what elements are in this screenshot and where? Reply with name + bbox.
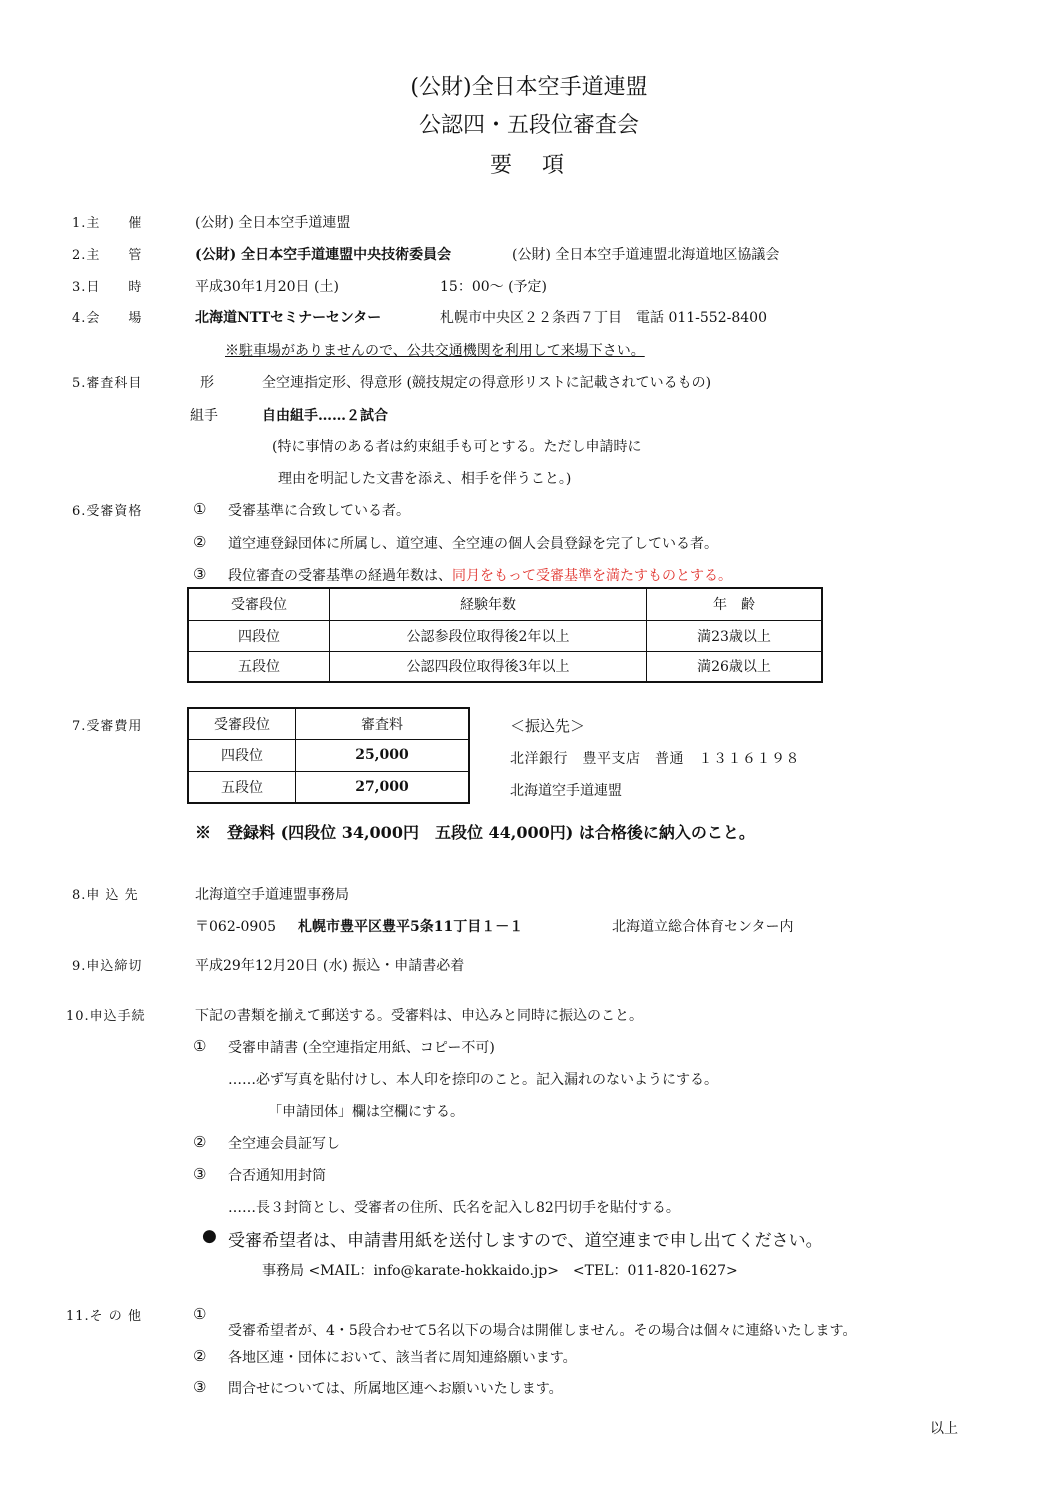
registration-fee-note: ※ 登録料 (四段位 34,000円 五段位 44,000円) は合格後に納入のこと。 xyxy=(195,823,755,842)
deadline-text: 平成29年12月20日 (水) 振込・申請書必着 xyxy=(195,958,465,974)
bank-holder: 北海道空手道連盟 xyxy=(510,783,622,799)
title-line-2: 公認四・五段位審査会 xyxy=(418,113,639,138)
office-contact: 事務局 <MAIL：info@karate-hokkaido.jp> <TEL：011-820-1627> xyxy=(262,1263,738,1279)
item-number: ② xyxy=(193,1347,207,1365)
manager-b: (公財) 全日本空手道連盟北海道地区協議会 xyxy=(512,247,780,263)
parking-note: ※駐車場がありませんので、公共交通機関を利用して来場下さい。 xyxy=(225,343,645,359)
table-cell: 五段位 xyxy=(188,771,296,803)
table-header: 受審段位 xyxy=(188,588,330,620)
section-3-label: 3.日 時 xyxy=(72,280,143,295)
title-line-1: (公財)全日本空手道連盟 xyxy=(410,75,648,100)
item-number: ① xyxy=(193,1305,207,1323)
procedure-item-1: 受審申請書 (全空連指定用紙、コピー不可) xyxy=(228,1040,495,1056)
section-9-label: 9.申込締切 xyxy=(72,959,143,974)
procedure-item-3-sub: ……長３封筒とし、受審者の住所、氏名を記入し82円切手を貼付する。 xyxy=(228,1200,680,1216)
other-item-1: 受審希望者が、4・5段合わせて5名以下の場合は開催しません。その場合は個々に連絡いたします。 xyxy=(228,1323,857,1339)
table-cell: 満23歳以上 xyxy=(647,620,823,651)
organizer-text: (公財) 全日本空手道連盟 xyxy=(195,215,351,231)
kata-text: 全空連指定形、得意形 (競技規定の得意形リストに記載されているもの) xyxy=(262,375,712,391)
kata-label: 形 xyxy=(200,375,214,391)
table-cell: 四段位 xyxy=(188,739,296,771)
kumite-label: 組手 xyxy=(190,408,218,424)
kumite-note-2: 理由を明記した文書を添え、相手を伴うこと。) xyxy=(278,471,572,487)
section-10-label: 10.申込手続 xyxy=(66,1009,146,1024)
qualification-3-text: 段位審査の受審基準の経過年数は、 xyxy=(228,568,452,584)
item-number: ① xyxy=(193,500,207,518)
qualification-3 xyxy=(228,565,732,585)
table-cell: 四段位 xyxy=(188,620,330,651)
table-row xyxy=(188,771,469,803)
event-time: 15：00～ (予定) xyxy=(440,279,548,295)
table-cell: 満26歳以上 xyxy=(647,651,823,682)
section-11-label: 11.そ の 他 xyxy=(66,1309,142,1324)
manager-a: (公財) 全日本空手道連盟中央技術委員会 xyxy=(195,247,452,263)
item-number: ① xyxy=(193,1037,207,1055)
table-row xyxy=(188,620,822,651)
item-number: ③ xyxy=(193,1165,207,1183)
postal-code: 〒062-0905 xyxy=(195,919,277,935)
event-date: 平成30年1月20日 (土) xyxy=(195,279,339,295)
qualification-3-highlight: 同月をもって受審基準を満たすものとする。 xyxy=(452,568,732,584)
table-cell: 27,000 xyxy=(296,771,470,803)
item-number: ③ xyxy=(193,565,207,583)
kumite-text: 自由組手……２試合 xyxy=(262,408,388,424)
kumite-note-1: (特に事情のある者は約束組手も可とする。ただし申請時に xyxy=(272,439,642,455)
item-number: ② xyxy=(193,1133,207,1151)
title-line-3: 要 項 xyxy=(489,153,568,178)
procedure-item-2: 全空連会員証写し xyxy=(228,1136,340,1152)
table-header: 審査料 xyxy=(296,708,470,739)
qualification-1: 受審基準に合致している者。 xyxy=(228,503,410,519)
bank-account: 北洋銀行 豊平支店 普通 １３１６１９８ xyxy=(510,751,800,767)
table-row xyxy=(188,739,469,771)
table-header: 経験年数 xyxy=(330,588,647,620)
section-4-label: 4.会 場 xyxy=(72,311,143,326)
closing-mark: 以上 xyxy=(930,1421,958,1437)
fee-table xyxy=(187,707,470,804)
procedure-item-1-sub-1: ……必ず写真を貼付けし、本人印を捺印のこと。記入漏れのないようにする。 xyxy=(228,1072,718,1088)
bullet-icon: ● xyxy=(202,1226,217,1246)
table-cell: 五段位 xyxy=(188,651,330,682)
other-item-3: 問合せについては、所属地区連へお願いいたします。 xyxy=(228,1381,563,1397)
venue-name: 北海道NTTセミナーセンター xyxy=(195,310,382,326)
table-cell: 25,000 xyxy=(296,739,470,771)
section-8-label: 8.申 込 先 xyxy=(72,888,139,903)
table-row xyxy=(188,651,822,682)
office-name: 北海道空手道連盟事務局 xyxy=(195,887,349,903)
other-item-2: 各地区連・団体において、該当者に周知連絡願います。 xyxy=(228,1350,577,1366)
qualification-2: 道空連登録団体に所属し、道空連、全空連の個人会員登録を完了している者。 xyxy=(228,536,718,552)
item-number: ② xyxy=(193,533,207,551)
section-1-label: 1.主 催 xyxy=(72,216,143,231)
bank-title: ＜振込先＞ xyxy=(510,717,586,735)
procedure-item-1-sub-2: 「申請団体」欄は空欄にする。 xyxy=(268,1104,464,1120)
table-cell: 公認四段位取得後3年以上 xyxy=(330,651,647,682)
venue-address: 札幌市中央区２２条西７丁目 電話 011-552-8400 xyxy=(440,310,767,326)
table-header: 年 齢 xyxy=(647,588,823,620)
section-7-label: 7.受審費用 xyxy=(72,719,143,734)
table-cell: 公認参段位取得後2年以上 xyxy=(330,620,647,651)
office-building: 北海道立総合体育センター内 xyxy=(612,919,794,935)
section-2-label: 2.主 管 xyxy=(72,248,143,263)
office-address: 札幌市豊平区豊平5条11丁目１－１ xyxy=(298,919,524,935)
qualification-table xyxy=(187,587,823,683)
item-number: ③ xyxy=(193,1378,207,1396)
application-notice: 受審希望者は、申請書用紙を送付しますので、道空連まで申し出てください。 xyxy=(228,1231,823,1251)
table-header: 受審段位 xyxy=(188,708,296,739)
section-6-label: 6.受審資格 xyxy=(72,504,143,519)
section-5-label: 5.審査科目 xyxy=(72,376,143,391)
procedure-item-3: 合否通知用封筒 xyxy=(228,1168,326,1184)
procedure-intro: 下記の書類を揃えて郵送する。受審料は、申込みと同時に振込のこと。 xyxy=(195,1008,643,1024)
